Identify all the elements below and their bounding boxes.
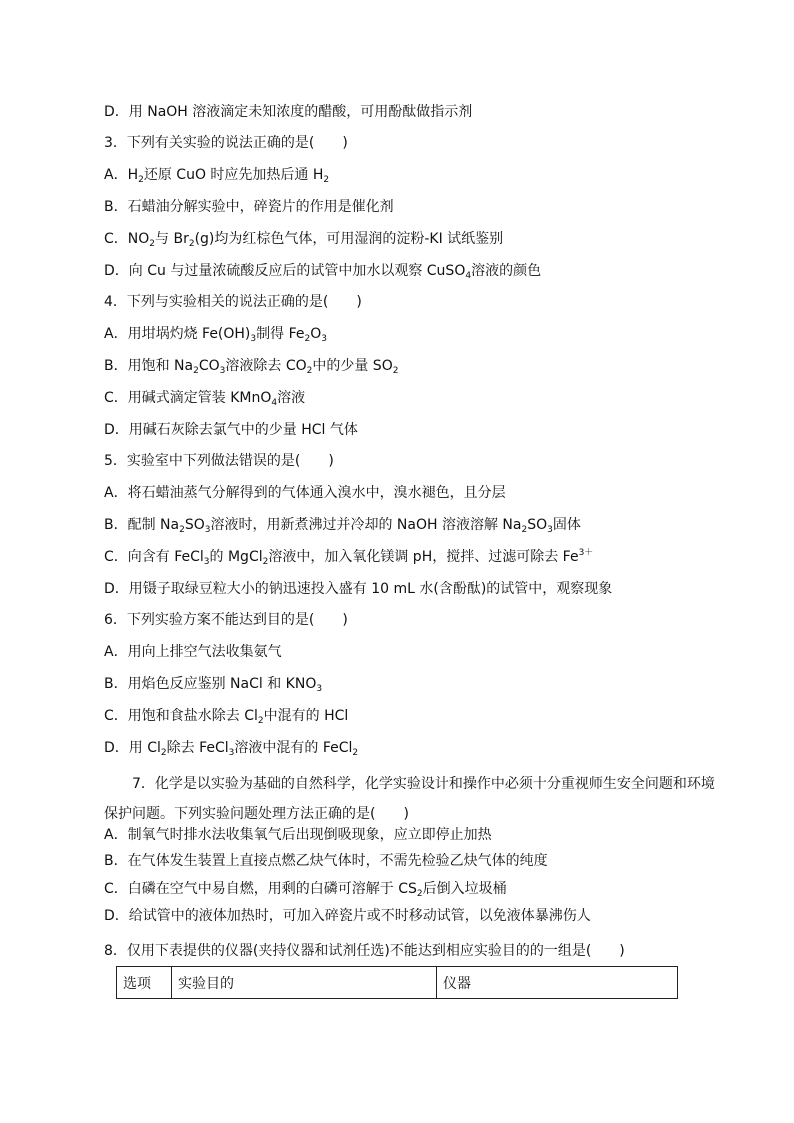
- text-run: D．用 NaOH 溶液滴定未知浓度的醋酸，可用酚酞做指示剂: [104, 104, 473, 120]
- formula-index: 3: [228, 748, 235, 758]
- formula-index: 2: [160, 748, 167, 758]
- question-3-option-a: [104, 165, 329, 185]
- formula-index: 3: [250, 334, 257, 344]
- text-run: C．向含有 FeCl: [104, 549, 204, 565]
- text-run: 8．仅用下表提供的仪器(夹持仪器和试剂任选)不能达到相应实验目的的一组是( ): [104, 943, 625, 959]
- question-5-option-d: [104, 579, 612, 599]
- text-run: 6．下列实验方案不能达到目的是( ): [104, 612, 348, 628]
- text-run: 固体: [552, 517, 581, 533]
- formula-index: 2: [149, 239, 156, 249]
- formula-index: 2: [262, 557, 269, 567]
- question-8-stem: [104, 941, 625, 961]
- text-run: A．制氧气时排水法收集氧气后出现倒吸现象，应立即停止加热: [104, 827, 492, 843]
- question-4-stem: [104, 292, 362, 312]
- text-run: A．用向上排空气法收集氨气: [104, 644, 282, 660]
- question-6-option-a: [104, 642, 282, 662]
- text-run: D．给试管中的液体加热时，可加入碎瓷片或不时移动试管，以免液体暴沸伤人: [104, 908, 591, 924]
- formula-index: 3: [316, 684, 323, 694]
- text-run: C．NO: [104, 231, 150, 247]
- formula-index: 2: [193, 366, 199, 376]
- text-run: 后倒入垃圾桶: [422, 881, 507, 897]
- text-run: 溶液: [277, 390, 306, 406]
- text-run: C．用饱和食盐水除去 Cl: [104, 708, 258, 724]
- question-6-stem: [104, 610, 348, 630]
- text-run: 制得 Fe: [256, 326, 305, 342]
- formula-index: 3: [219, 366, 226, 376]
- text-run: A．将石蜡油蒸气分解得到的气体通入溴水中，溴水褪色，且分层: [104, 485, 506, 501]
- question-7-stem: [104, 769, 724, 829]
- formula-index: 2: [304, 334, 311, 344]
- formula-index: 3: [321, 334, 327, 344]
- question-7-option-c: [104, 879, 507, 899]
- text-run: SO: [184, 517, 205, 533]
- question-3-option-c: [104, 229, 503, 249]
- text-run: 溶液时，用新煮沸过并冷却的 NaOH 溶液溶解 Na: [210, 517, 522, 533]
- table-header-option: 选项: [117, 967, 172, 999]
- question-7-option-d: [104, 906, 591, 926]
- text-run: O: [310, 326, 322, 342]
- formula-index: 4: [271, 398, 278, 408]
- question-3-option-d: [104, 261, 541, 281]
- text-run: 的 MgCl: [209, 549, 263, 565]
- text-run: B．用饱和 Na: [104, 358, 194, 374]
- text-run: A．H: [104, 167, 139, 183]
- formula-index: 2: [306, 366, 313, 376]
- text-run: 溶液中，加入氧化镁调 pH，搅拌、过滤可除去 Fe: [268, 549, 579, 565]
- question-6-option-b: [104, 674, 322, 694]
- text-run: D．用镊子取绿豆粒大小的钠迅速投入盛有 10 mL 水(含酚酞)的试管中，观察现象: [104, 581, 613, 597]
- formula-index: 2: [179, 525, 185, 535]
- question-5-option-c: [104, 547, 593, 567]
- question-6-option-d: [104, 738, 358, 758]
- text-run: C．白磷在空气中易自燃，用剩的白磷可溶解于 CS: [104, 881, 417, 897]
- formula-index: 2: [138, 175, 144, 185]
- options-table: [116, 966, 678, 999]
- question-6-option-c: [104, 706, 348, 726]
- text-run: A．用坩埚灼烧 Fe(OH): [104, 326, 251, 342]
- formula-index: 2: [188, 239, 195, 249]
- question-4-option-c: [104, 388, 305, 408]
- text-run: 与 Br: [155, 231, 189, 247]
- formula-index: 3＋: [578, 548, 594, 558]
- formula-index: 3: [203, 557, 210, 567]
- formula-index: 2: [521, 525, 528, 535]
- text-run: 还原 CuO 时应先加热后通 H: [143, 167, 324, 183]
- formula-index: 2: [392, 366, 399, 376]
- text-run: 溶液的颜色: [471, 263, 542, 279]
- text-run: 中的少量 SO: [312, 358, 393, 374]
- question-7-option-b: [104, 851, 548, 871]
- formula-index: 2: [352, 748, 359, 758]
- text-run: 3．下列有关实验的说法正确的是( ): [104, 135, 348, 151]
- question-4-option-a: [104, 324, 327, 344]
- question-3-stem: [104, 133, 348, 153]
- text-run: B．配制 Na: [104, 517, 180, 533]
- formula-index: 3: [204, 525, 211, 535]
- text-run: B．用焰色反应鉴别 NaCl 和 KNO: [104, 676, 317, 692]
- text-run: B．石蜡油分解实验中，碎瓷片的作用是催化剂: [104, 199, 394, 215]
- table-header-instruments: 仪器: [437, 967, 678, 999]
- text-run: 7．化学是以实验为基础的自然科学，化学实验设计和操作中必须十分重视师生安全问题和环境保护问题。下列实验问题处理方法正确的是( ): [104, 776, 715, 822]
- question-4-option-b: [104, 356, 398, 376]
- text-run: D．用 Cl: [104, 740, 161, 756]
- text-run: 溶液除去 CO: [225, 358, 307, 374]
- text-run: SO: [527, 517, 548, 533]
- formula-index: 3: [547, 525, 553, 535]
- text-run: D．向 Cu 与过量浓硫酸反应后的试管中加水以观察 CuSO: [104, 263, 466, 279]
- text-run: B．在气体发生装置上直接点燃乙炔气体时，不需先检验乙炔气体的纯度: [104, 853, 548, 869]
- text-run: (g)均为红棕色气体，可用湿润的淀粉-KI 试纸鉴别: [194, 231, 504, 247]
- text-run: 溶液中混有的 FeCl: [234, 740, 353, 756]
- text-run: C．用碱式滴定管装 KMnO: [104, 390, 272, 406]
- question-3-option-b: [104, 197, 394, 217]
- text-run: 5．实验室中下列做法错误的是( ): [104, 453, 334, 469]
- text-run: CO: [198, 358, 220, 374]
- table-header-purpose: 实验目的: [172, 967, 437, 999]
- text-run: 除去 FeCl: [166, 740, 229, 756]
- table-header-row: [117, 967, 678, 999]
- question-7-option-a: [104, 825, 492, 845]
- formula-index: 2: [323, 175, 330, 185]
- question-5-stem: [104, 451, 334, 471]
- question-2-option-d: [104, 102, 472, 122]
- formula-index: 2: [416, 889, 423, 899]
- text-run: 中混有的 HCl: [263, 708, 349, 724]
- formula-index: 2: [257, 716, 264, 726]
- formula-index: 4: [465, 271, 472, 281]
- question-5-option-b: [104, 515, 581, 535]
- question-5-option-a: [104, 483, 506, 503]
- text-run: D．用碱石灰除去氯气中的少量 HCl 气体: [104, 422, 358, 438]
- question-4-option-d: [104, 420, 358, 440]
- text-run: 4．下列与实验相关的说法正确的是( ): [104, 294, 362, 310]
